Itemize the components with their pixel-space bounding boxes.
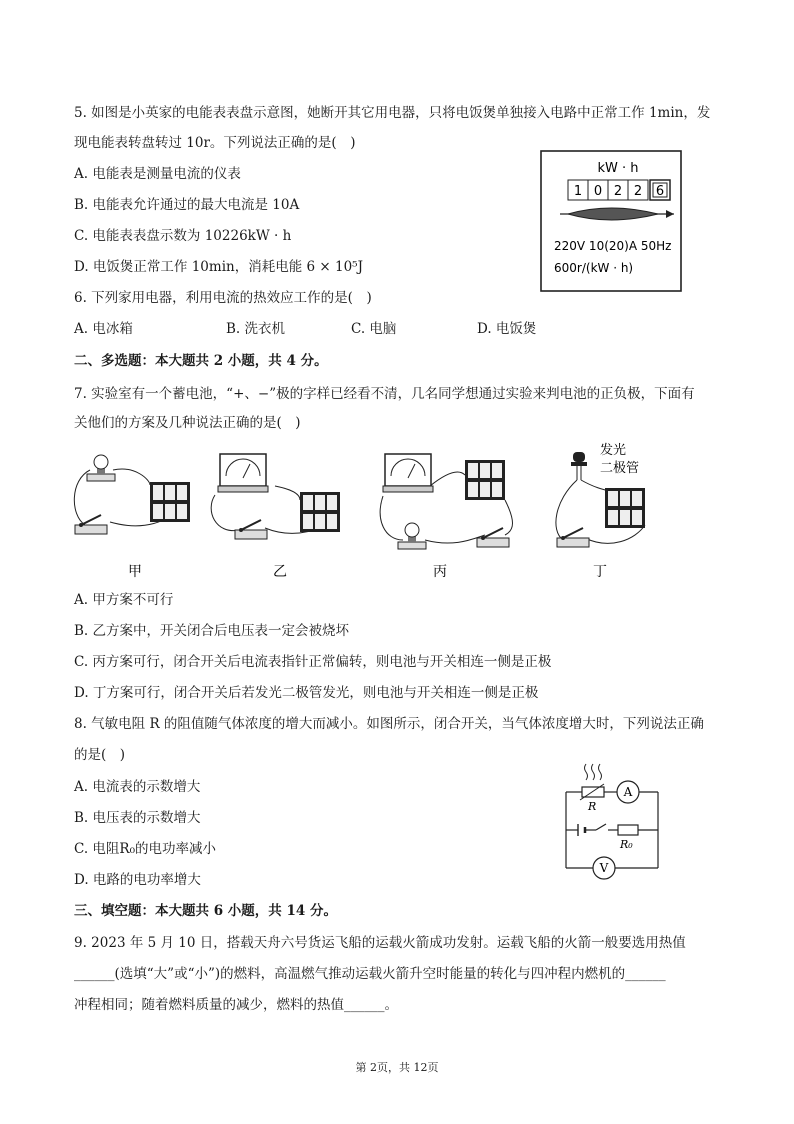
circuit-jia bbox=[74, 455, 190, 534]
q7-option-b: B. 乙方案中，开关闭合后电压表一定会被烧坏 bbox=[74, 623, 350, 639]
q8-option-c: C. 电阻R₀的电功率减小 bbox=[74, 841, 217, 857]
q5-option-a: A. 电能表是测量电流的仪表 bbox=[74, 166, 241, 182]
q5-option-b: B. 电能表允许通过的最大电流是 10A bbox=[74, 197, 300, 213]
q5-stem-line1: 5. 如图是小英家的电能表表盘示意图，她断开其它用电器，只将电饭煲单独接入电路中正常工作 1min，发 bbox=[74, 105, 711, 121]
circuit-ding bbox=[556, 442, 645, 547]
q6-option-d: D. 电饭煲 bbox=[477, 321, 537, 337]
section-fill-blank-heading: 三、填空题：本大题共 6 小题，共 14 分。 bbox=[74, 903, 337, 919]
meter-constant: 600r/(kW · h) bbox=[554, 261, 634, 275]
q7-circuits-figure bbox=[65, 440, 665, 585]
energy-meter-figure bbox=[540, 150, 682, 292]
meter-digit: 0 bbox=[593, 184, 603, 199]
label-ding: 丁 bbox=[593, 564, 607, 580]
led-label-line1: 发光 bbox=[600, 443, 627, 458]
q7-stem-line2: 关他们的方案及几种说法正确的是( ) bbox=[74, 415, 301, 431]
circuit-bing bbox=[380, 454, 512, 549]
q9-line3: 冲程相同；随着燃料质量的减少，燃料的热值______。 bbox=[74, 997, 398, 1013]
q6-option-b: B. 洗衣机 bbox=[226, 321, 286, 337]
gas-icon bbox=[585, 764, 602, 780]
q8-option-d: D. 电路的电功率增大 bbox=[74, 872, 201, 888]
q7-option-a: A. 甲方案不可行 bbox=[74, 592, 174, 608]
ammeter-label: A bbox=[623, 785, 633, 799]
q8-stem-line2: 的是( ) bbox=[74, 747, 126, 763]
q6-stem: 6. 下列家用电器，利用电流的热效应工作的是( ) bbox=[74, 290, 372, 306]
section-multiple-choice-heading: 二、多选题：本大题共 2 小题，共 4 分。 bbox=[74, 353, 328, 369]
page-number-footer: 第 2页，共 12页 bbox=[355, 1061, 439, 1074]
label-jia: 甲 bbox=[128, 564, 142, 580]
meter-digit: 1 bbox=[573, 184, 583, 199]
q7-option-c: C. 丙方案可行，闭合开关后电流表指针正常偏转，则电池与开关相连一侧是正极 bbox=[74, 654, 552, 670]
q5-option-c: C. 电能表表盘示数为 10226kW · h bbox=[74, 228, 292, 244]
q9-line2: ______(选填“大”或“小”)的燃料，高温燃气推动运载火箭升空时能量的转化与四冲程内燃机的______ bbox=[74, 966, 666, 982]
label-bing: 丙 bbox=[433, 564, 447, 580]
q5-stem-line2: 现电能表转盘转过 10r。下列说法正确的是( ) bbox=[74, 135, 356, 151]
q6-option-a: A. 电冰箱 bbox=[74, 321, 133, 337]
label-yi: 乙 bbox=[273, 564, 287, 580]
q7-option-d: D. 丁方案可行，闭合开关后若发光二极管发光，则电池与开关相连一侧是正极 bbox=[74, 685, 539, 701]
meter-unit: kW · h bbox=[597, 161, 639, 176]
label-r0: R₀ bbox=[620, 838, 633, 851]
q8-option-a: A. 电流表的示数增大 bbox=[74, 779, 201, 795]
meter-digit: 2 bbox=[613, 184, 623, 199]
meter-digit: 2 bbox=[633, 184, 643, 199]
meter-rating: 220V 10(20)A 50Hz bbox=[554, 239, 672, 253]
q8-option-b: B. 电压表的示数增大 bbox=[74, 810, 201, 826]
voltmeter-label: V bbox=[599, 861, 609, 875]
q7-stem-line1: 7. 实验室有一个蓄电池，“+、−”极的字样已经看不清，几名同学想通过实验来判电池的正负极，下面有 bbox=[74, 386, 695, 402]
label-r: R bbox=[588, 800, 597, 813]
led-label-line2: 二极管 bbox=[600, 461, 640, 476]
q8-stem-line1: 8. 气敏电阻 R 的阻值随气体浓度的增大而减小。如图所示，闭合开关，当气体浓度增大时，下列说法正确 bbox=[74, 716, 704, 732]
meter-digit: 6 bbox=[655, 184, 665, 199]
q9-line1: 9. 2023 年 5 月 10 日，搭载天舟六号货运飞船的运载火箭成功发射。运载飞船的火箭一般要选用热值 bbox=[74, 935, 686, 951]
q5-option-d: D. 电饭煲正常工作 10min，消耗电能 6 × 10⁵J bbox=[74, 259, 363, 275]
q6-option-c: C. 电脑 bbox=[351, 321, 397, 337]
circuit-yi bbox=[211, 454, 340, 539]
q8-circuit-figure bbox=[558, 760, 668, 885]
